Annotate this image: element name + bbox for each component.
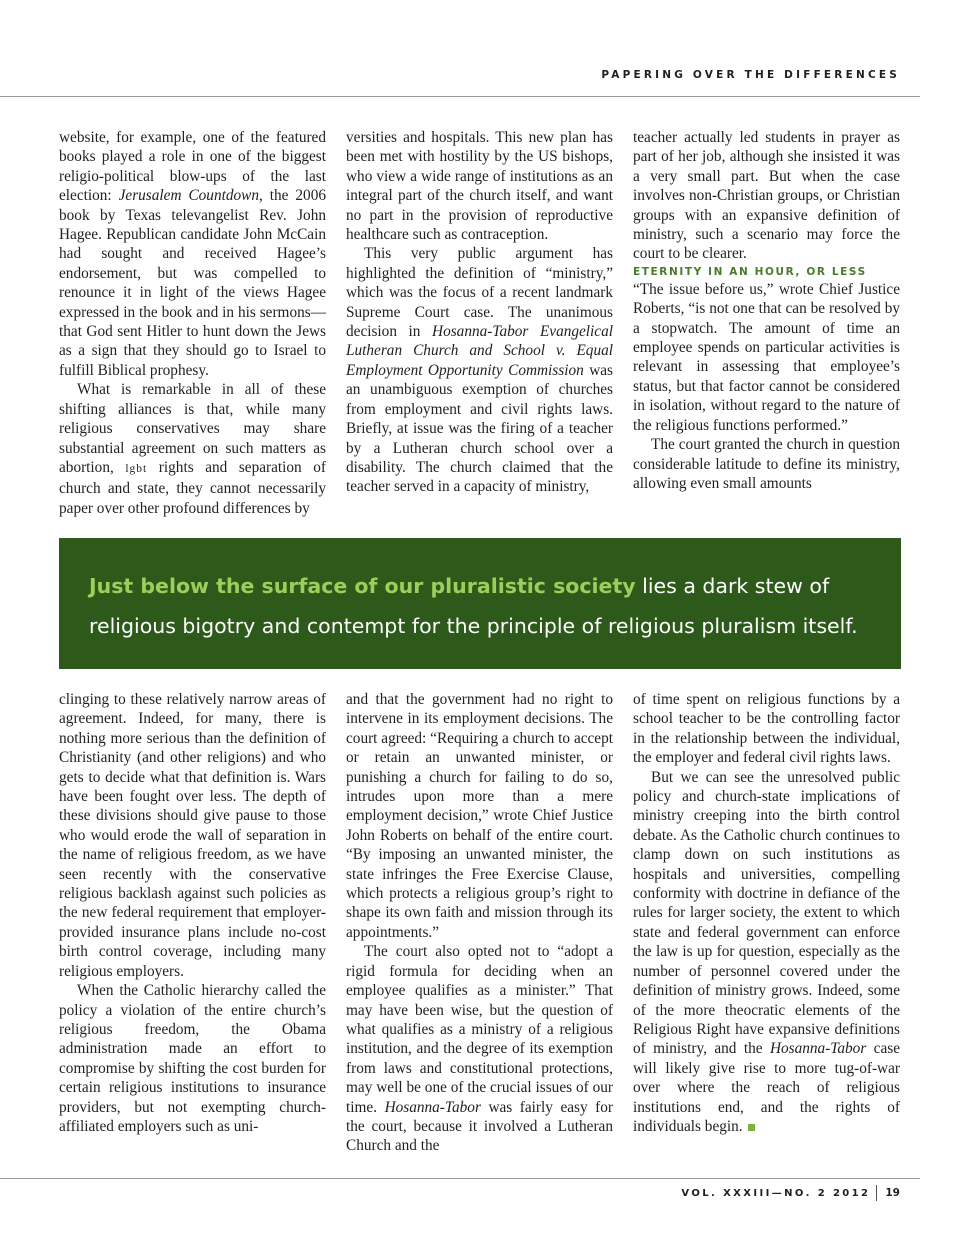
paragraph: But we can see the unresolved public policy and church-state implications of ministry creeping into the birth control debate. As the Catholic church continues to clamp down on such institutions as hospitals and universities, compelling conformity with doctrine in defiance of the rules for larger society, the extent to which state and federal government can enforce the law is up for question, especially as the number of personnel covered under the definition of ministry grows. Indeed, some of the more theocratic elements of the Religious Right have expansive definitions of ministry, and the Hosanna-Tabor case will likely give rise to more tug-of-war over where the reach of religious institutions end, and the rights of individuals begin. bbox=[633, 768, 900, 1135]
paragraph: clinging to these relatively narrow areas of agreement. Indeed, for many, there is nothing more serious than the definition of Christianity (and other religions) and who gets to decide what that definition is. Wars have been fought over less. The depth of these divisions should give pause to those who would erode the wall of separation in the name of religious freedom, as we have seen recently with the conservative religious backlash against such policies as the new federal requirement that employer-provided insurance plans include no-cost birth control coverage, including many religious employers. bbox=[59, 691, 326, 980]
paragraph: The court also opted not to “adopt a rigid formula for deciding when an employee qualifies as a minister.” That may have been wise, but the question of what qualifies as a ministry of a religious institution, and the degree of its exemption from laws and constitutional protections, may well be one of the crucial issues of our time. Hosanna-Tabor was fairly easy for the court, because it involved a Lutheran Church and the bbox=[346, 943, 613, 1155]
paragraph: teacher actually led students in prayer as part of her job, although she insisted it was a very small part. But when the case involves non-Christian groups, or Christian groups with an expansive definition of ministry, such a scenario may force the court to be clearer. bbox=[633, 129, 900, 263]
paragraph: of time spent on religious functions by a school teacher to be the controlling factor in the relationship between the individual, the employer and federal civil rights laws. bbox=[633, 691, 900, 767]
footer-rule bbox=[0, 1178, 920, 1179]
paragraph: The court granted the church in question considerable latitude to define its ministry, allowing even small amounts bbox=[633, 436, 900, 492]
top-column-2 bbox=[346, 128, 613, 497]
bottom-column-1 bbox=[59, 690, 326, 1136]
bottom-column-3 bbox=[633, 690, 900, 1136]
top-column-1 bbox=[59, 128, 326, 518]
issue-label: VOL. XXXIII—NO. 2 2012 bbox=[681, 1187, 871, 1199]
pull-quote-highlight: Just below the surface of our pluralistic society bbox=[89, 574, 636, 598]
footer-divider bbox=[876, 1185, 877, 1201]
paragraph: and that the government had no right to intervene in its employment decisions. The court agreed: “Requiring a church to accept or retain an unwanted minister, or punishing a church for failing to do so, intrudes upon more than a mere employment decision,” wrote Chief Justice John Roberts on behalf of the entire court. “By imposing an unwanted minister, the state infringes the Free Exercise Clause, which protects a religious group’s right to shape its own faith and mission through its appointments.” bbox=[346, 691, 613, 941]
end-of-article-icon bbox=[748, 1124, 755, 1131]
pull-quote bbox=[59, 538, 901, 669]
top-column-3 bbox=[633, 128, 900, 493]
section-subhead: ETERNITY IN AN HOUR, OR LESS bbox=[633, 265, 867, 278]
page-number: 19 bbox=[885, 1187, 900, 1199]
paragraph: When the Catholic hierarchy called the policy a violation of the entire church’s religious freedom, the Obama administration made an effort to compromise by shifting the cost burden for certain religious institutions to insurance providers, but not exempting church-affiliated employers such as uni- bbox=[59, 982, 326, 1135]
running-head: PAPERING OVER THE DIFFERENCES bbox=[601, 69, 900, 81]
paragraph: What is remarkable in all of these shifting alliances is that, while many religious conservatives may share substantial agreement on such matters as abortion, lgbt rights and separation of church and state, they cannot necessarily paper over other profound differences by bbox=[59, 381, 326, 517]
pull-quote-text: lies a dark stew of religious bigotry and contempt for the principle of religious pluralism itself. bbox=[89, 574, 858, 638]
bottom-column-2 bbox=[346, 690, 613, 1156]
paragraph: “The issue before us,” wrote Chief Justice Roberts, “is not one that can be resolved by a stopwatch. The amount of time an employee spends on particular activities is relevant in assessing that employee’s status, but that factor cannot be considered in isolation, without regard to the nature of the religious functions performed.” bbox=[633, 280, 900, 434]
paragraph: This very public argument has highlighted the definition of “ministry,” which was the focus of a recent landmark Supreme Court case. The unanimous decision in Hosanna-Tabor Evangelical Lutheran Church and School v. Equal Employment Opportunity Commission was an unambiguous exemption of churches from employment and civil rights laws. Briefly, at issue was the firing of a teacher by a Lutheran church school over a disability. The church claimed that the teacher served in a capacity of ministry, bbox=[346, 245, 613, 496]
paragraph: website, for example, one of the featured books played a role in one of the biggest religio-political blow-ups of the last election: Jerusalem Countdown, the 2006 book by Texas televangelist Rev. John Hagee. Republican candidate John McCain had sought and received Hagee’s endorsement, but was compelled to renounce it in light of the views Hagee expressed in the book and in his sermons—that God sent Hitler to hunt down the Jews as a sign that they should go to Israel to fulfill Biblical prophesy. bbox=[59, 129, 326, 379]
header-rule bbox=[0, 96, 920, 97]
paragraph: versities and hospitals. This new plan has been met with hostility by the US bishops, who view a wide range of institutions as an integral part of the church itself, and want no part in the provision of reproductive healthcare such as contraception. bbox=[346, 129, 613, 244]
page-footer bbox=[681, 1185, 900, 1201]
